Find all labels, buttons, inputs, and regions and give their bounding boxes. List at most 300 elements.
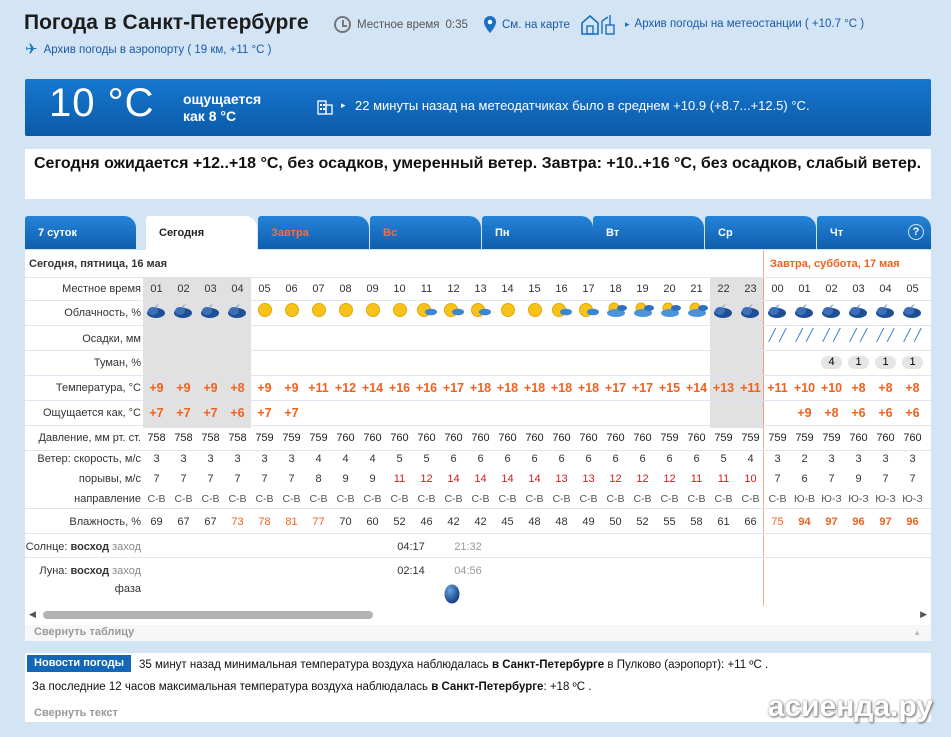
temp-cell: +9 — [284, 381, 299, 395]
day-tabs — [25, 216, 931, 250]
cloudy-moon-icon — [197, 302, 224, 322]
dir-cell: Ю-З — [848, 493, 869, 505]
row-line — [25, 277, 931, 278]
cloudy-moon-icon — [170, 302, 197, 322]
wind-cell: 6 — [585, 453, 592, 465]
humidity-cell: 67 — [177, 516, 190, 528]
sensor-reading: 22 минуты назад на метеодатчиках было в среднем +10.9 (+8.7...+12.5) °C. — [355, 98, 810, 113]
gust-cell: 7 — [180, 473, 187, 485]
pressure-cell: 760 — [579, 432, 598, 444]
row-label-pressure: Давление, мм рт. ст. — [38, 432, 141, 444]
gust-cell: 7 — [882, 473, 889, 485]
wind-cell: 5 — [720, 453, 727, 465]
dir-cell: С-В — [660, 493, 679, 505]
pressure-cell: 758 — [174, 432, 193, 444]
humidity-cell: 48 — [528, 516, 541, 528]
moon-label: Луна: — [39, 565, 68, 577]
gust-cell: 8 — [315, 473, 322, 485]
feels-like-line2: как 8 °C — [183, 108, 237, 124]
fog-cell: 1 — [848, 356, 869, 369]
hour-cell: 16 — [555, 283, 568, 295]
row-label-moon — [25, 565, 141, 577]
hour-cell: 05 — [258, 283, 271, 295]
gust-cell: 12 — [636, 473, 649, 485]
wind-cell: 3 — [774, 453, 781, 465]
sun-icon — [278, 302, 305, 322]
dir-cell: С-В — [579, 493, 598, 505]
dir-cell: С-В — [714, 493, 733, 505]
gust-cell: 14 — [447, 473, 460, 485]
row-line — [25, 325, 931, 326]
pressure-cell: 758 — [228, 432, 247, 444]
row-line — [25, 533, 931, 534]
gust-cell: 12 — [420, 473, 433, 485]
cloudy-moon-icon — [737, 302, 764, 322]
dir-cell: С-В — [525, 493, 544, 505]
temp-cell: +8 — [230, 381, 245, 395]
row-label-cloud: Облачность, % — [64, 307, 141, 319]
pressure-cell: 758 — [201, 432, 220, 444]
tab-tomorrow[interactable]: Завтра — [258, 216, 369, 249]
pressure-cell: 759 — [768, 432, 787, 444]
cloud-sun-icon — [629, 302, 656, 322]
humidity-cell: 60 — [366, 516, 379, 528]
pressure-cell: 760 — [633, 432, 652, 444]
collapse-up-icon[interactable]: ▲ — [913, 628, 921, 637]
hour-cell: 08 — [339, 283, 352, 295]
gust-cell: 7 — [153, 473, 160, 485]
feels-cell: +8 — [824, 406, 839, 420]
dir-cell: С-В — [255, 493, 274, 505]
temp-cell: +14 — [361, 381, 384, 395]
hour-cell: 19 — [636, 283, 649, 295]
temp-cell: +10 — [820, 381, 843, 395]
cloudy-moon-icon — [818, 302, 845, 322]
day2-label: Завтра, суббота, 17 мая — [770, 258, 900, 270]
feels-cell: +6 — [905, 406, 920, 420]
temp-cell: +8 — [878, 381, 893, 395]
gust-cell: 13 — [555, 473, 568, 485]
scroll-thumb[interactable] — [43, 611, 373, 619]
cloudy-moon-icon — [710, 302, 737, 322]
pressure-cell: 760 — [849, 432, 868, 444]
temp-cell: +18 — [550, 381, 573, 395]
temp-cell: +16 — [388, 381, 411, 395]
raindrop-icon: ╱ ╱ — [903, 328, 922, 342]
temp-cell: +15 — [658, 381, 681, 395]
dir-cell: С-В — [606, 493, 625, 505]
station-archive-text[interactable]: Архив погоды на метеостанции ( +10.7 °C ) — [634, 18, 865, 30]
cloudy-moon-icon — [845, 302, 872, 322]
hour-cell: 09 — [366, 283, 379, 295]
temp-cell: +9 — [149, 381, 164, 395]
temp-cell: +8 — [905, 381, 920, 395]
raindrop-icon: ╱ ╱ — [795, 328, 814, 342]
tab-thursday[interactable] — [817, 216, 931, 249]
fog-cell: 4 — [821, 356, 842, 369]
cloudy-moon-icon — [872, 302, 899, 322]
cloudy-moon-icon — [791, 302, 818, 322]
row-line — [25, 375, 931, 376]
row-label-gusts: порывы, м/с — [78, 473, 141, 485]
table-scrollbar[interactable] — [25, 606, 931, 625]
airport-archive-text[interactable]: Архив погоды в аэропорту ( 19 км, +11 °C ) — [43, 44, 272, 56]
page-title: Погода в Санкт-Петербурге — [24, 11, 309, 34]
tab-thursday-label: Чт — [830, 227, 844, 239]
humidity-cell: 49 — [582, 516, 595, 528]
partly-cloudy-icon — [548, 302, 575, 322]
wind-cell: 6 — [450, 453, 457, 465]
sun-icon — [386, 302, 413, 322]
map-link[interactable] — [484, 16, 570, 33]
pressure-cell: 759 — [741, 432, 760, 444]
temp-cell: +12 — [334, 381, 357, 395]
temp-cell: +18 — [523, 381, 546, 395]
hour-cell: 07 — [312, 283, 325, 295]
hour-cell: 01 — [150, 283, 163, 295]
hour-cell: 03 — [852, 283, 865, 295]
row-line — [25, 350, 931, 351]
hour-cell: 05 — [906, 283, 919, 295]
moonrise-time: 02:14 — [397, 565, 425, 577]
humidity-cell: 96 — [906, 516, 919, 528]
watermark: асиенда.ру — [767, 690, 933, 723]
dir-cell: С-В — [336, 493, 355, 505]
dir-cell: С-В — [552, 493, 571, 505]
dir-cell: С-В — [741, 493, 760, 505]
temp-cell: +17 — [631, 381, 654, 395]
hour-cell: 00 — [771, 283, 784, 295]
feels-cell: +7 — [176, 406, 191, 420]
humidity-cell: 45 — [501, 516, 514, 528]
tab-wednesday[interactable]: Ср — [705, 216, 816, 249]
collapse-text-link[interactable]: Свернуть текст — [34, 707, 118, 719]
row-label-feels: Ощущается как, °C — [42, 407, 141, 419]
row-label-temp: Температура, °C — [55, 382, 141, 394]
wind-cell: 6 — [639, 453, 646, 465]
temp-cell: +16 — [415, 381, 438, 395]
raindrop-icon: ╱ ╱ — [849, 328, 868, 342]
humidity-cell: 52 — [393, 516, 406, 528]
dir-cell: С-В — [282, 493, 301, 505]
row-line — [25, 557, 931, 558]
building-icon — [317, 98, 333, 115]
humidity-cell: 77 — [312, 516, 325, 528]
dir-cell: С-В — [444, 493, 463, 505]
row-label-fog: Туман, % — [93, 357, 141, 369]
hour-cell: 22 — [717, 283, 730, 295]
collapse-table-text[interactable]: Свернуть таблицу — [34, 626, 135, 638]
humidity-cell: 73 — [231, 516, 244, 528]
hour-cell: 03 — [204, 283, 217, 295]
dir-cell: Ю-З — [821, 493, 842, 505]
sun-rise-label: восход — [70, 541, 110, 553]
hour-cell: 13 — [474, 283, 487, 295]
scroll-right-icon[interactable]: ▶ — [920, 609, 927, 619]
gust-cell: 14 — [474, 473, 487, 485]
local-time — [334, 16, 468, 33]
pressure-cell: 760 — [903, 432, 922, 444]
feels-cell: +7 — [284, 406, 299, 420]
temp-cell: +10 — [793, 381, 816, 395]
wind-cell: 6 — [504, 453, 511, 465]
dir-cell: Ю-В — [793, 493, 816, 505]
day1-label: Сегодня, пятница, 16 мая — [29, 258, 168, 270]
wind-cell: 3 — [882, 453, 889, 465]
humidity-cell: 50 — [609, 516, 622, 528]
wind-cell: 3 — [261, 453, 268, 465]
hourly-table — [25, 250, 931, 625]
temp-cell: +18 — [577, 381, 600, 395]
hour-cell: 11 — [420, 283, 433, 295]
dir-cell: С-В — [687, 493, 706, 505]
temp-cell: +11 — [767, 381, 788, 395]
wind-cell: 4 — [747, 453, 754, 465]
pressure-cell: 759 — [822, 432, 841, 444]
temp-cell: +14 — [685, 381, 708, 395]
row-line — [25, 400, 931, 401]
humidity-cell: 97 — [879, 516, 892, 528]
gust-cell: 12 — [663, 473, 676, 485]
dir-cell: С-В — [768, 493, 787, 505]
hour-cell: 10 — [393, 283, 406, 295]
gust-cell: 7 — [288, 473, 295, 485]
partly-cloudy-icon — [575, 302, 602, 322]
local-time-value: 0:35 — [445, 18, 468, 31]
humidity-cell: 48 — [555, 516, 568, 528]
wind-cell: 3 — [828, 453, 835, 465]
wind-cell: 3 — [234, 453, 241, 465]
feels-cell: +6 — [878, 406, 893, 420]
row-line — [25, 425, 931, 426]
humidity-cell: 52 — [636, 516, 649, 528]
hour-cell: 06 — [285, 283, 298, 295]
wind-cell: 3 — [180, 453, 187, 465]
station-archive-link[interactable] — [580, 13, 864, 35]
pressure-cell: 758 — [147, 432, 166, 444]
humidity-cell: 58 — [690, 516, 703, 528]
sun-icon — [305, 302, 332, 322]
news-badge: Новости погоды — [27, 655, 131, 672]
humidity-cell: 70 — [339, 516, 352, 528]
gust-cell: 6 — [801, 473, 808, 485]
gust-cell: 11 — [717, 473, 730, 485]
hour-cell: 12 — [447, 283, 460, 295]
temp-cell: +17 — [604, 381, 627, 395]
pressure-cell: 760 — [552, 432, 571, 444]
tab-7-days[interactable]: 7 суток — [25, 216, 136, 249]
tab-today[interactable]: Сегодня — [146, 216, 257, 250]
dir-cell: С-В — [174, 493, 193, 505]
gust-cell: 7 — [207, 473, 214, 485]
news-line-2 — [32, 681, 591, 693]
hour-cell: 21 — [690, 283, 703, 295]
plane-icon: ✈ — [25, 41, 38, 58]
news-line1-a: 35 минут назад минимальная температура воздуха наблюдалась — [139, 659, 492, 671]
gust-cell: 7 — [828, 473, 835, 485]
hour-cell: 15 — [528, 283, 541, 295]
humidity-cell: 42 — [474, 516, 487, 528]
humidity-cell: 61 — [717, 516, 730, 528]
wind-cell: 3 — [153, 453, 160, 465]
hour-cell: 20 — [663, 283, 676, 295]
map-link-text[interactable]: См. на карте — [502, 18, 570, 31]
clock-icon — [334, 16, 351, 33]
wind-cell: 6 — [612, 453, 619, 465]
tab-sunday[interactable]: Вс — [370, 216, 481, 249]
gust-cell: 7 — [234, 473, 241, 485]
wind-cell: 6 — [558, 453, 565, 465]
row-line — [25, 450, 931, 451]
gust-cell: 10 — [744, 473, 757, 485]
temp-cell: +9 — [203, 381, 218, 395]
pressure-cell: 760 — [876, 432, 895, 444]
dir-cell: С-В — [633, 493, 652, 505]
cloud-sun-icon — [683, 302, 710, 322]
tab-tuesday[interactable]: Вт — [593, 216, 704, 249]
current-temperature: 10 °C — [49, 81, 155, 125]
sun-icon — [521, 302, 548, 322]
row-line — [25, 508, 931, 509]
partly-cloudy-icon — [440, 302, 467, 322]
temp-cell: +11 — [308, 381, 329, 395]
temp-cell: +17 — [442, 381, 465, 395]
row-line — [25, 300, 931, 301]
hour-cell: 17 — [582, 283, 595, 295]
gust-cell: 9 — [855, 473, 862, 485]
moon-phase-icon — [444, 584, 460, 604]
local-time-label: Местное время — [357, 18, 440, 31]
wind-cell: 4 — [369, 453, 376, 465]
airport-archive-link[interactable] — [25, 41, 272, 58]
arrow-icon: ▸ — [625, 18, 630, 29]
humidity-cell: 42 — [447, 516, 460, 528]
hour-cell: 14 — [501, 283, 514, 295]
raindrop-icon: ╱ ╱ — [768, 328, 787, 342]
collapse-table-link[interactable] — [25, 625, 931, 641]
gust-cell: 7 — [261, 473, 268, 485]
humidity-cell: 67 — [204, 516, 217, 528]
pressure-cell: 759 — [282, 432, 301, 444]
moon-set-label: заход — [112, 565, 141, 577]
dir-cell: С-В — [309, 493, 328, 505]
hour-cell: 02 — [825, 283, 838, 295]
pressure-cell: 760 — [471, 432, 490, 444]
humidity-cell: 46 — [420, 516, 433, 528]
row-label-humidity: Влажность, % — [69, 516, 141, 528]
gust-cell: 14 — [528, 473, 541, 485]
humidity-cell: 66 — [744, 516, 757, 528]
pressure-cell: 759 — [255, 432, 274, 444]
hour-cell: 23 — [744, 283, 757, 295]
row-label-wind: Ветер: скорость, м/с — [37, 453, 141, 465]
feels-cell: +6 — [230, 406, 245, 420]
dir-cell: С-В — [471, 493, 490, 505]
feels-like-line1: ощущается — [183, 91, 262, 107]
humidity-cell: 69 — [150, 516, 163, 528]
pressure-cell: 760 — [363, 432, 382, 444]
temp-cell: +11 — [740, 381, 761, 395]
pressure-cell: 760 — [525, 432, 544, 444]
row-label-dir: направление — [74, 493, 141, 505]
scroll-left-icon[interactable]: ◀ — [29, 609, 36, 619]
wind-cell: 6 — [531, 453, 538, 465]
pressure-cell: 759 — [660, 432, 679, 444]
dir-cell: С-В — [498, 493, 517, 505]
dir-cell: С-В — [228, 493, 247, 505]
arrow-icon: ▸ — [341, 100, 346, 110]
gust-cell: 12 — [609, 473, 622, 485]
sun-icon — [494, 302, 521, 322]
cloudy-moon-icon — [143, 302, 170, 322]
help-icon[interactable]: ? — [908, 224, 924, 240]
partly-cloudy-icon — [467, 302, 494, 322]
humidity-cell: 97 — [825, 516, 838, 528]
wind-cell: 6 — [666, 453, 673, 465]
moonset-time: 04:56 — [454, 565, 482, 577]
row-label-time: Местное время — [62, 283, 141, 295]
map-pin-icon — [484, 16, 496, 33]
humidity-cell: 96 — [852, 516, 865, 528]
pressure-cell: 760 — [336, 432, 355, 444]
news-line2-a: За последние 12 часов максимальная температура воздуха наблюдалась — [32, 681, 432, 693]
wind-cell: 3 — [855, 453, 862, 465]
row-label-precip: Осадки, мм — [82, 333, 141, 345]
humidity-cell: 81 — [285, 516, 298, 528]
temp-cell: +13 — [712, 381, 735, 395]
pressure-cell: 759 — [795, 432, 814, 444]
pressure-cell: 759 — [309, 432, 328, 444]
fog-cell: 1 — [902, 356, 923, 369]
wind-cell: 2 — [801, 453, 808, 465]
dir-cell: С-В — [417, 493, 436, 505]
dir-cell: С-В — [363, 493, 382, 505]
temp-cell: +8 — [851, 381, 866, 395]
dir-cell: С-В — [390, 493, 409, 505]
feels-like — [183, 91, 293, 125]
feels-cell: +7 — [203, 406, 218, 420]
wind-cell: 3 — [909, 453, 916, 465]
fog-cell: 1 — [875, 356, 896, 369]
humidity-cell: 94 — [798, 516, 811, 528]
hour-cell: 18 — [609, 283, 622, 295]
wind-cell: 5 — [396, 453, 403, 465]
row-label-phase: фаза — [114, 583, 141, 595]
gust-cell: 9 — [342, 473, 349, 485]
news-line-1 — [139, 659, 768, 671]
gust-cell: 11 — [690, 473, 703, 485]
humidity-cell: 78 — [258, 516, 271, 528]
current-weather-panel — [25, 79, 931, 136]
news-line1-b: в Санкт-Петербурге — [491, 659, 605, 671]
moon-rise-label: восход — [70, 565, 110, 577]
feels-cell: +6 — [851, 406, 866, 420]
raindrop-icon: ╱ ╱ — [822, 328, 841, 342]
cloudy-moon-icon — [764, 302, 791, 322]
cloudy-moon-icon — [224, 302, 251, 322]
tab-monday[interactable]: Пн — [482, 216, 593, 249]
feels-cell: +9 — [797, 406, 812, 420]
gust-cell: 9 — [369, 473, 376, 485]
dir-cell: С-В — [147, 493, 166, 505]
sunrise-time: 04:17 — [397, 541, 425, 553]
sun-icon — [359, 302, 386, 322]
hour-cell: 02 — [177, 283, 190, 295]
hour-cell: 01 — [798, 283, 811, 295]
cloud-sun-icon — [656, 302, 683, 322]
humidity-cell: 55 — [663, 516, 676, 528]
wind-cell: 3 — [288, 453, 295, 465]
